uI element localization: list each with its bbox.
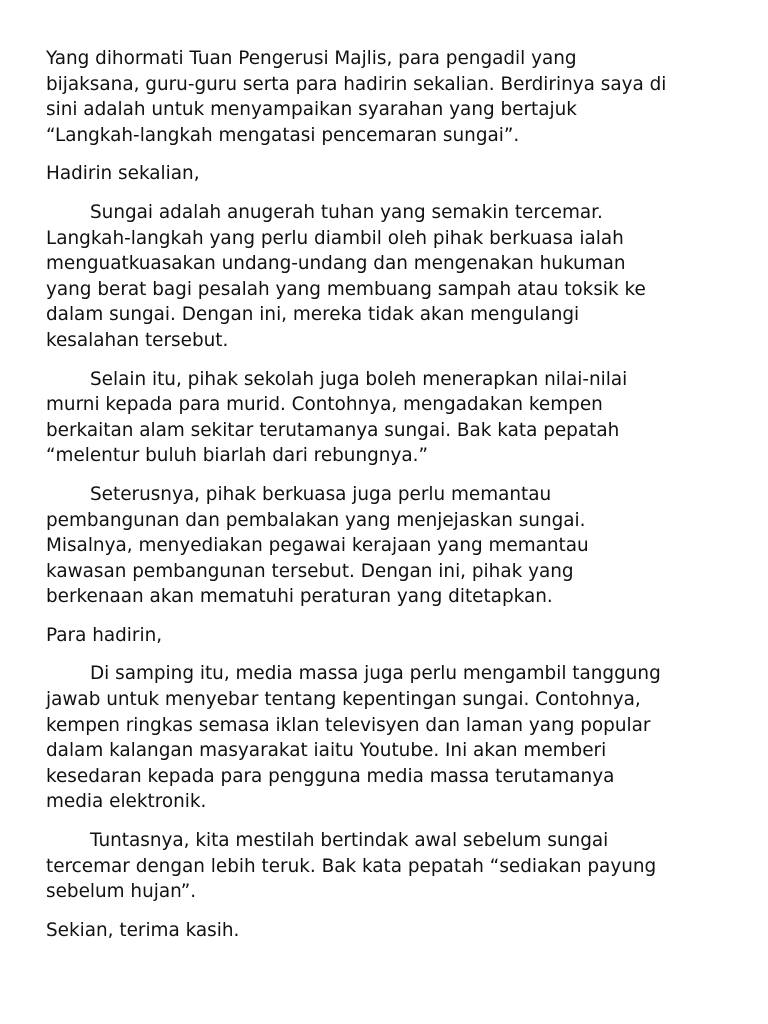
text-line: berkenaan akan mematuhi peraturan yang ditetapkan. <box>46 586 553 608</box>
document-page <box>46 46 736 956</box>
paragraph-point-2 <box>46 367 736 469</box>
text-line: yang berat bagi pesalah yang membuang sampah atau toksik ke <box>46 278 646 300</box>
text-line: Yang dihormati Tuan Pengerusi Majlis, para pengadil yang <box>46 48 577 69</box>
text-line: Di samping itu, media massa juga perlu mengambil tanggung <box>90 663 661 685</box>
paragraph-greeting-2 <box>46 623 736 649</box>
text-line: kawasan pembangunan tersebut. Dengan ini, pihak yang <box>46 560 574 582</box>
text-line: sebelum hujan”. <box>46 881 197 903</box>
text-line: jawab untuk menyebar tentang kepentingan sungai. Contohnya, <box>46 689 641 711</box>
paragraph-conclusion <box>46 828 736 905</box>
paragraph-greeting-1 <box>46 161 736 187</box>
text-line: Sungai adalah anugerah tuhan yang semakin tercemar. <box>90 201 603 223</box>
paragraph-closing <box>46 918 736 944</box>
text-line: kesalahan tersebut. <box>46 329 229 351</box>
paragraph-point-3 <box>46 482 736 610</box>
text-line: Para hadirin, <box>46 624 163 646</box>
text-line: “melentur buluh biarlah dari rebungnya.” <box>46 445 428 467</box>
text-line: dalam sungai. Dengan ini, mereka tidak akan mengulangi <box>46 304 580 326</box>
text-line: pembangunan dan pembalakan yang menjejaskan sungai. <box>46 509 586 531</box>
text-line: Seterusnya, pihak berkuasa juga perlu memantau <box>90 483 552 505</box>
text-line: Sekian, terima kasih. <box>46 919 240 941</box>
text-line: tercemar dengan lebih teruk. Bak kata pepatah “sediakan payung <box>46 855 657 877</box>
text-line: Hadirin sekalian, <box>46 163 200 185</box>
paragraph-point-4 <box>46 661 736 815</box>
text-line: Misalnya, menyediakan pegawai kerajaan yang memantau <box>46 535 589 557</box>
text-line: menguatkuasakan undang-undang dan mengenakan hukuman <box>46 253 626 275</box>
text-line: kempen ringkas semasa iklan televisyen dan laman yang popular <box>46 714 651 736</box>
text-line: Selain itu, pihak sekolah juga boleh menerapkan nilai-nilai <box>90 368 628 390</box>
text-line: sini adalah untuk menyampaikan syarahan yang bertajuk <box>46 99 577 121</box>
text-line: kesedaran kepada para pengguna media massa terutamanya <box>46 765 615 787</box>
text-line: “Langkah-langkah mengatasi pencemaran sungai”. <box>46 124 520 146</box>
text-line: media elektronik. <box>46 791 207 813</box>
text-line: Tuntasnya, kita mestilah bertindak awal sebelum sungai <box>90 830 609 852</box>
text-line: bijaksana, guru-guru serta para hadirin sekalian. Berdirinya saya di <box>46 73 667 95</box>
paragraph-point-1 <box>46 200 736 354</box>
text-line: berkaitan alam sekitar terutamanya sungai. Bak kata pepatah <box>46 419 620 441</box>
text-line: murni kepada para murid. Contohnya, mengadakan kempen <box>46 394 603 416</box>
paragraph-opening <box>46 46 736 148</box>
text-line: dalam kalangan masyarakat iaitu Youtube. Ini akan memberi <box>46 740 607 762</box>
text-line: Langkah-langkah yang perlu diambil oleh pihak berkuasa ialah <box>46 227 624 249</box>
